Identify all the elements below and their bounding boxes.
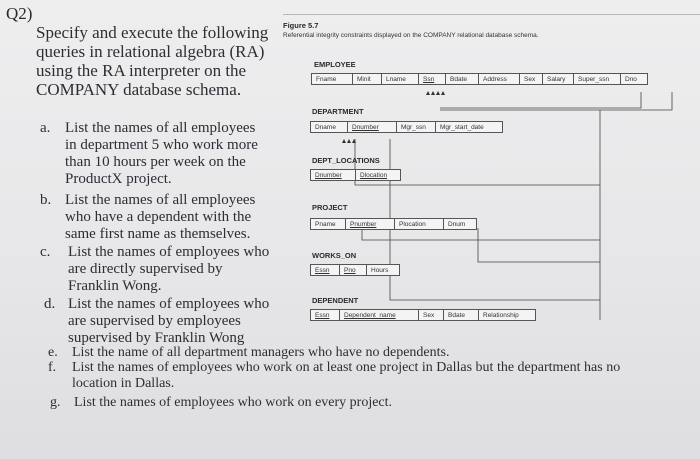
item-b-line: who have a dependent with the (65, 209, 252, 225)
attr-cell-key: Dnumber (310, 169, 356, 181)
question-line: queries in relational algebra (RA) (36, 42, 265, 61)
item-d-line: List the names of employees who (68, 296, 270, 312)
attr-cell: Relationship (478, 309, 536, 321)
item-a-line: ProductX project. (65, 171, 172, 187)
attr-cell: Dnum (443, 218, 477, 230)
item-letter: f. (48, 360, 57, 375)
question-line: COMPANY database schema. (36, 80, 242, 99)
relation-name-project: PROJECT (312, 203, 348, 212)
attr-cell: Bdate (443, 309, 479, 321)
attr-cell-key: Dnumber (347, 121, 397, 133)
item-d-line: are supervised by employees (68, 313, 241, 329)
item-e-line: List the name of all department managers who have no dependents. (72, 345, 450, 360)
item-c-line: Franklin Wong. (68, 278, 162, 294)
attr-cell-key: Dlocation (355, 169, 401, 181)
figure-title: Figure 5.7 (283, 21, 319, 30)
relation-name-employee: EMPLOYEE (314, 60, 356, 69)
question-line: Specify and execute the following (36, 23, 269, 42)
attr-cell: Dname (310, 121, 348, 133)
item-letter: g. (50, 395, 61, 410)
attr-cell: Bdate (445, 73, 479, 85)
item-a-line: List the names of all employees (65, 120, 256, 136)
attr-cell: Salary (542, 73, 574, 85)
attr-cell-key: Essn (310, 309, 340, 321)
item-letter: a. (40, 120, 51, 136)
relation-works-on (310, 264, 400, 276)
attr-cell: Dno (620, 73, 648, 85)
attr-cell: Fname (311, 73, 353, 85)
attr-cell-key: Pnumber (345, 218, 395, 230)
relation-name-works-on: WORKS_ON (312, 251, 357, 260)
relation-name-dept-locations: DEPT_LOCATIONS (312, 156, 380, 165)
attr-cell-key: Dependent_name (339, 309, 419, 321)
figure-caption: Referential integrity constraints displayed on the COMPANY relational database schema. (283, 32, 539, 39)
item-letter: c. (40, 244, 51, 260)
relation-name-dependent: DEPENDENT (312, 296, 359, 305)
relation-name-department: DEPARTMENT (312, 107, 364, 116)
relation-department (310, 121, 503, 133)
item-letter: b. (40, 192, 52, 208)
item-c-line: are directly supervised by (68, 261, 223, 277)
attr-cell: Mgr_start_date (435, 121, 503, 133)
attr-cell: Sex (519, 73, 543, 85)
question-line: using the RA interpreter on the (36, 61, 247, 80)
item-g-line: List the names of employees who work on every project. (74, 395, 393, 410)
item-letter: e. (48, 345, 58, 360)
relation-dept-locations (310, 169, 401, 181)
attr-cell: Hours (366, 264, 400, 276)
item-b-line: same first name as themselves. (65, 226, 251, 242)
relation-project (310, 218, 477, 230)
attr-cell: Address (478, 73, 520, 85)
attr-cell: Super_ssn (573, 73, 621, 85)
attr-cell-key: Ssn (418, 73, 446, 85)
attr-cell-key: Pno (339, 264, 367, 276)
item-f-line: location in Dallas. (72, 376, 175, 391)
item-b-line: List the names of all employees (65, 192, 256, 208)
item-d-line: supervised by Franklin Wong (68, 330, 245, 346)
attr-cell-key: Essn (310, 264, 340, 276)
question-number: Q2) (6, 4, 33, 23)
item-f-line: List the names of employees who work on at least one project in Dallas but the department has no (72, 360, 621, 375)
relation-employee (311, 73, 648, 85)
item-c-line: List the names of employees who (68, 244, 270, 260)
attr-cell: Mgr_ssn (396, 121, 436, 133)
attr-cell: Minit (352, 73, 382, 85)
attr-cell: Sex (418, 309, 444, 321)
item-a-line: in department 5 who work more (65, 137, 258, 153)
item-letter: d. (44, 296, 56, 312)
attr-cell: Plocation (394, 218, 444, 230)
attr-cell: Lname (381, 73, 419, 85)
attr-cell: Pname (310, 218, 346, 230)
item-a-line: than 10 hours per week on the (65, 154, 246, 170)
relation-dependent (310, 309, 536, 321)
